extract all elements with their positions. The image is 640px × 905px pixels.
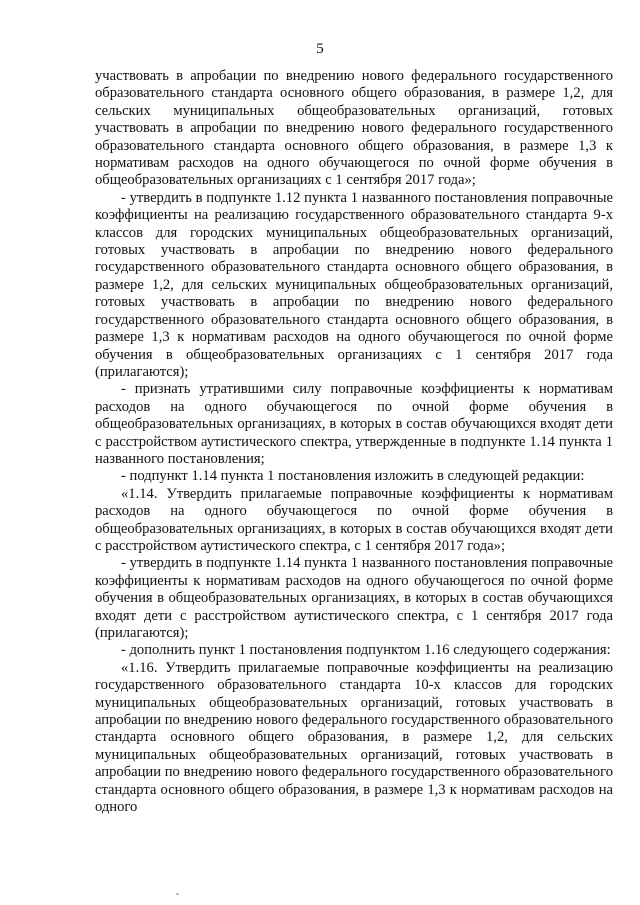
paragraph-quote-1-16: «1.16. Утвердить прилагаемые поправочные коэффициенты на реализацию государственного образовательного стандарта 10-х классов для городских муниципальных общеобразовательных организаций, готовых участвовать в апробации по внедрению нового федерального государственного образовательного стандарта основного общего образования, в размере 1,2, для сельских муниципальных общеобразовательных организаций, готовых участвовать в апробации по внедрению нового федерального государственного образовательного стандарта основного общего образования, в размере 1,3 к нормативам расходов на одного (95, 659, 613, 816)
page-number: 5 (316, 41, 324, 57)
paragraph-quote-1-14: «1.14. Утвердить прилагаемые поправочные коэффициенты к нормативам расходов на одного обучающегося по очной форме обучения в общеобразовательных организациях, в которых в состав обучающихся входят дети с расстройством аутистического спектра, с 1 сентября 2017 года»; (95, 485, 613, 554)
paragraph-amend-1-14: - подпункт 1.14 пункта 1 постановления изложить в следующей редакции: (121, 468, 585, 485)
scan-artifact (176, 893, 179, 895)
paragraph-approve-1-14: - утвердить в подпункте 1.14 пункта 1 названного постановления поправочные коэффициенты к нормативам расходов на одного обучающегося по очной форме обучения в общеобразовательных организациях, в которых в состав обучающихся входят дети с расстройством аутистического спектра, с 1 сентября 2017 года (прилагаются); (95, 555, 613, 641)
paragraph-subpoint-1-12: - утвердить в подпункте 1.12 пункта 1 названного постановления поправочные коэффициенты на реализацию государственного образовательного стандарта 9-х классов для городских муниципальных общеобразовательных организаций, готовых участвовать в апробации по внедрению нового федерального государственного образовательного стандарта основного общего образования, в размере 1,2, для сельских муниципальных общеобразовательных организаций, готовых участвовать в апробации по внедрению нового федерального государственного образовательного стандарта основного общего образования, в размере 1,3 к нормативам расходов на одного обучающегося по очной форме обучения в общеобразовательных организациях с 1 сентября 2017 года (прилагаются); (95, 189, 613, 380)
document-body (95, 68, 613, 816)
paragraph-add-1-16: - дополнить пункт 1 постановления подпунктом 1.16 следующего содержания: (121, 642, 611, 659)
paragraph-repeal-coefficients: - признать утратившими силу поправочные коэффициенты к нормативам расходов на одного обучающегося по очной форме обучения в общеобразовательных организациях, в которых в состав обучающихся входят дети с расстройством аутистического спектра, утвержденные в подпункте 1.14 пункта 1 названного постановления; (95, 381, 613, 467)
paragraph-continuation: участвовать в апробации по внедрению нового федерального государственного образовательного стандарта основного общего образования, в размере 1,2, для сельских муниципальных общеобразовательных организаций, готовых участвовать в апробации по внедрению нового федерального государственного образовательного стандарта основного общего образования, в размере 1,3 к нормативам расходов на одного обучающегося по очной форме обучения в общеобразовательных организациях с 1 сентября 2017 года»; (95, 68, 613, 189)
